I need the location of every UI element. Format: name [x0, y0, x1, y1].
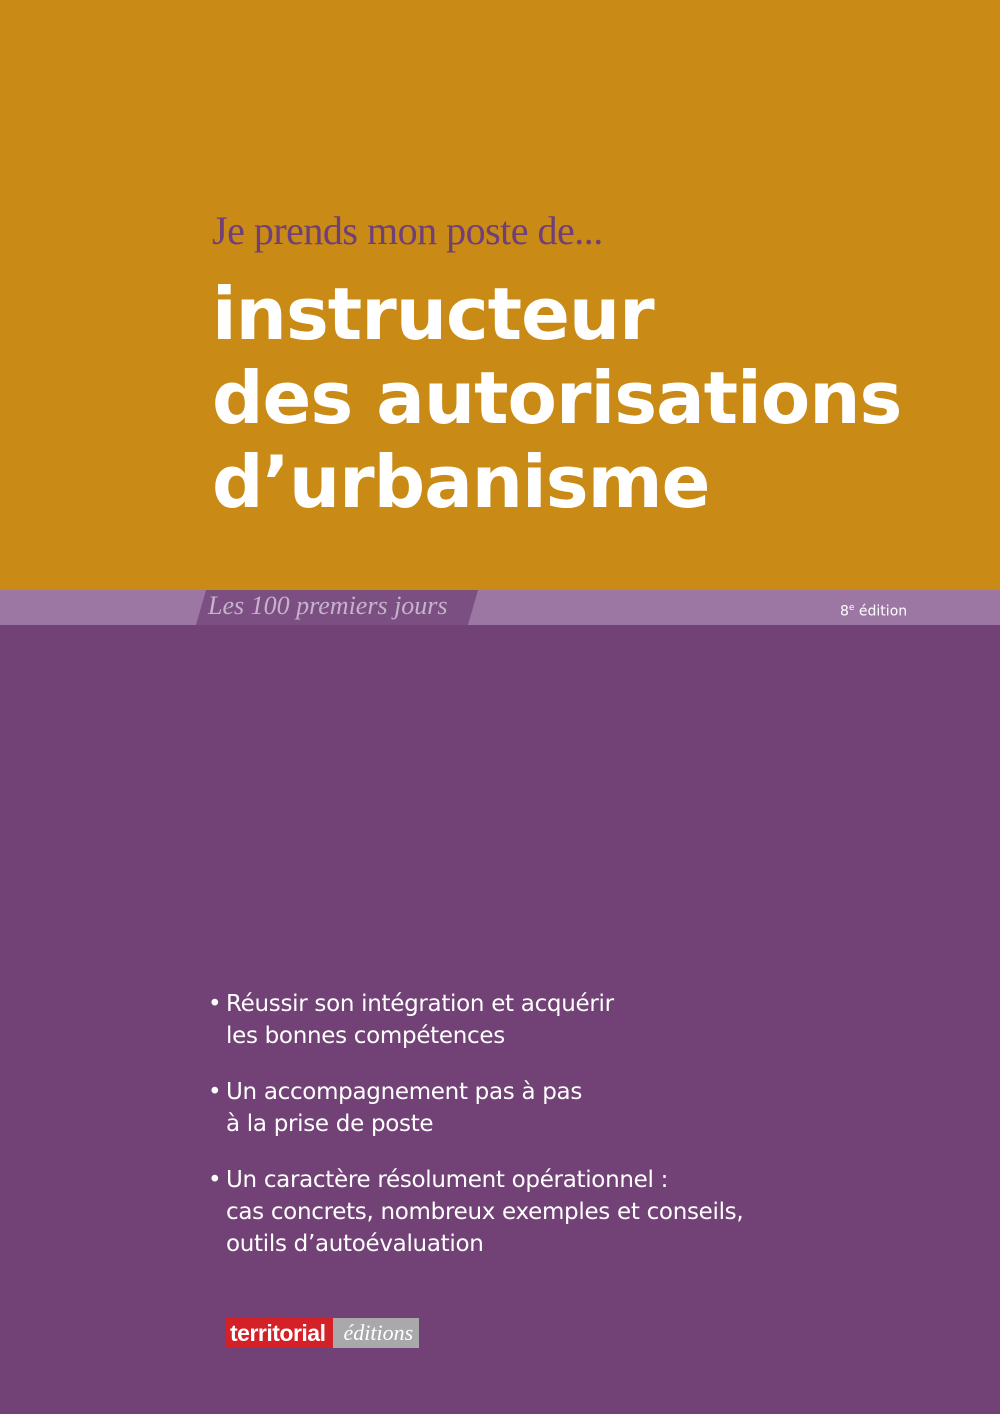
bullet-mark: • — [208, 1079, 222, 1105]
list-item — [208, 988, 848, 1052]
list-item-line: cas concrets, nombreux exemples et conseils, — [226, 1199, 744, 1225]
publisher-logo — [226, 1318, 419, 1348]
series-name: Les 100 premiers jours — [208, 591, 448, 620]
list-item — [208, 1164, 848, 1260]
edition-number: 8 — [840, 603, 849, 620]
list-item — [208, 1076, 848, 1140]
edition-word: édition — [854, 603, 908, 620]
publisher-logo-sub: éditions — [333, 1318, 419, 1348]
title-line: d’urbanisme — [212, 440, 710, 524]
list-item-line: Réussir son intégration et acquérir — [226, 991, 614, 1017]
list-item-line: Un accompagnement pas à pas — [226, 1079, 583, 1105]
series-kicker: Je prends mon poste de... — [212, 208, 603, 253]
bullet-mark: • — [208, 1167, 222, 1193]
title-line: instructeur — [212, 272, 654, 356]
list-item-line: Un caractère résolument opérationnel : — [226, 1167, 669, 1193]
list-item-line: les bonnes compétences — [226, 1023, 505, 1049]
bullet-mark: • — [208, 991, 222, 1017]
feature-list — [208, 988, 848, 1284]
list-item-line: à la prise de poste — [226, 1111, 434, 1137]
edition-label — [840, 603, 907, 620]
list-item-line: outils d’autoévaluation — [226, 1231, 484, 1257]
edition-suffix: e — [848, 603, 855, 613]
book-title — [212, 272, 972, 524]
title-line: des autorisations — [212, 356, 902, 440]
publisher-logo-main: territorial — [226, 1318, 333, 1348]
